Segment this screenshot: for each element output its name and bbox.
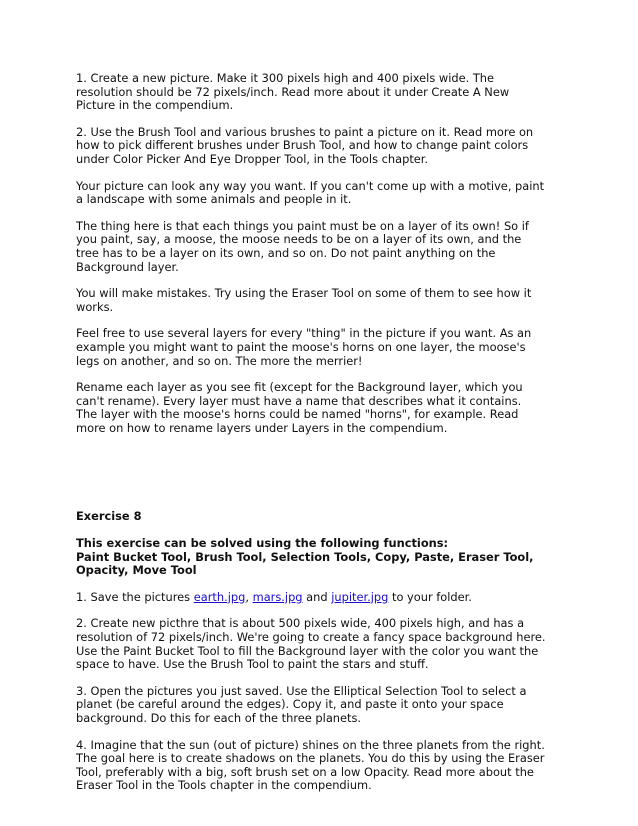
step-create-picture: 1. Create a new picture. Make it 300 pixels high and 400 pixels wide. The resolution should be 72 pixels/inch. Read more about it under Create A New Picture in the compendium. bbox=[76, 71, 510, 113]
step-create-shadows: 4. Imagine that the sun (out of picture) shines on the three planets from the right. The goal here is to create shadows on the planets. You do this by using the Eraser Tool, preferably with a big, soft brush set on a low Opacity. Read more about the Eraser Tool in the Tools chapter in the compendium. bbox=[76, 737, 545, 793]
exercise-functions bbox=[76, 537, 546, 578]
document-page bbox=[76, 72, 546, 806]
paragraph-rename-layers: Rename each layer as you see fit (except for the Background layer, which you can't rename). Every layer must have a name that describes what it contains. The layer with the moose's horns could be named "horns", for example. Read more on how to rename layers under Layers in the compendium. bbox=[76, 380, 523, 435]
paragraph-motive: Your picture can look any way you want. If you can't come up with a motive, paint a landscape with some animals and people in it. bbox=[76, 178, 545, 207]
step-create-space-background: 2. Create new picthre that is about 500 pixels wide, 400 pixels high, and has a resolution of 72 pixels/inch. We're going to create a fancy space background here. Use the Paint Bucket Tool to fill the Background layer with the color you want the space to have. Use the Brush Tool to paint the stars and stuff. bbox=[76, 616, 546, 672]
step-brush-tool: 2. Use the Brush Tool and various brushes to paint a picture on it. Read more on how to pick different brushes under Brush Tool, and how to change paint colors under Color Picker And Eye Dropper Tool, in the Tools chapter. bbox=[76, 124, 534, 166]
functions-intro: This exercise can be solved using the following functions: bbox=[76, 536, 449, 551]
paragraph-mistakes: You will make mistakes. Try using the Eraser Tool on some of them to see how it works. bbox=[76, 286, 532, 314]
section-spacer bbox=[76, 448, 546, 510]
link-jupiter[interactable]: jupiter.jpg bbox=[331, 589, 389, 604]
step-select-planets: 3. Open the pictures you just saved. Use the Elliptical Selection Tool to select a planet (be careful around the edges). Copy it, and paste it onto your space background. Do this for each of the three planets. bbox=[76, 683, 527, 725]
save-sep2: and bbox=[302, 589, 332, 604]
save-sep1: , bbox=[245, 589, 253, 604]
save-suffix: to your folder. bbox=[388, 589, 472, 604]
link-mars[interactable]: mars.jpg bbox=[252, 589, 303, 604]
link-earth[interactable]: earth.jpg bbox=[193, 589, 246, 604]
paragraph-several-layers: Feel free to use several layers for every "thing" in the picture if you want. As an example you might want to paint the moose's horns on one layer, the moose's legs on another, and so on. The more the merrier! bbox=[76, 326, 532, 368]
exercise-title: Exercise 8 bbox=[76, 509, 142, 524]
functions-list: Paint Bucket Tool, Brush Tool, Selection Tools, Copy, Paste, Eraser Tool, Opacity, Move Tool bbox=[76, 549, 534, 578]
step-save-pictures bbox=[76, 591, 546, 605]
save-prefix: 1. Save the pictures bbox=[76, 589, 194, 604]
paragraph-layers-rule: The thing here is that each things you paint must be on a layer of its own! So if you paint, say, a moose, the moose needs to be on a layer of its own, and the tree has to be a layer on its own, and so on. Do not paint anything on the Background layer. bbox=[76, 218, 529, 274]
